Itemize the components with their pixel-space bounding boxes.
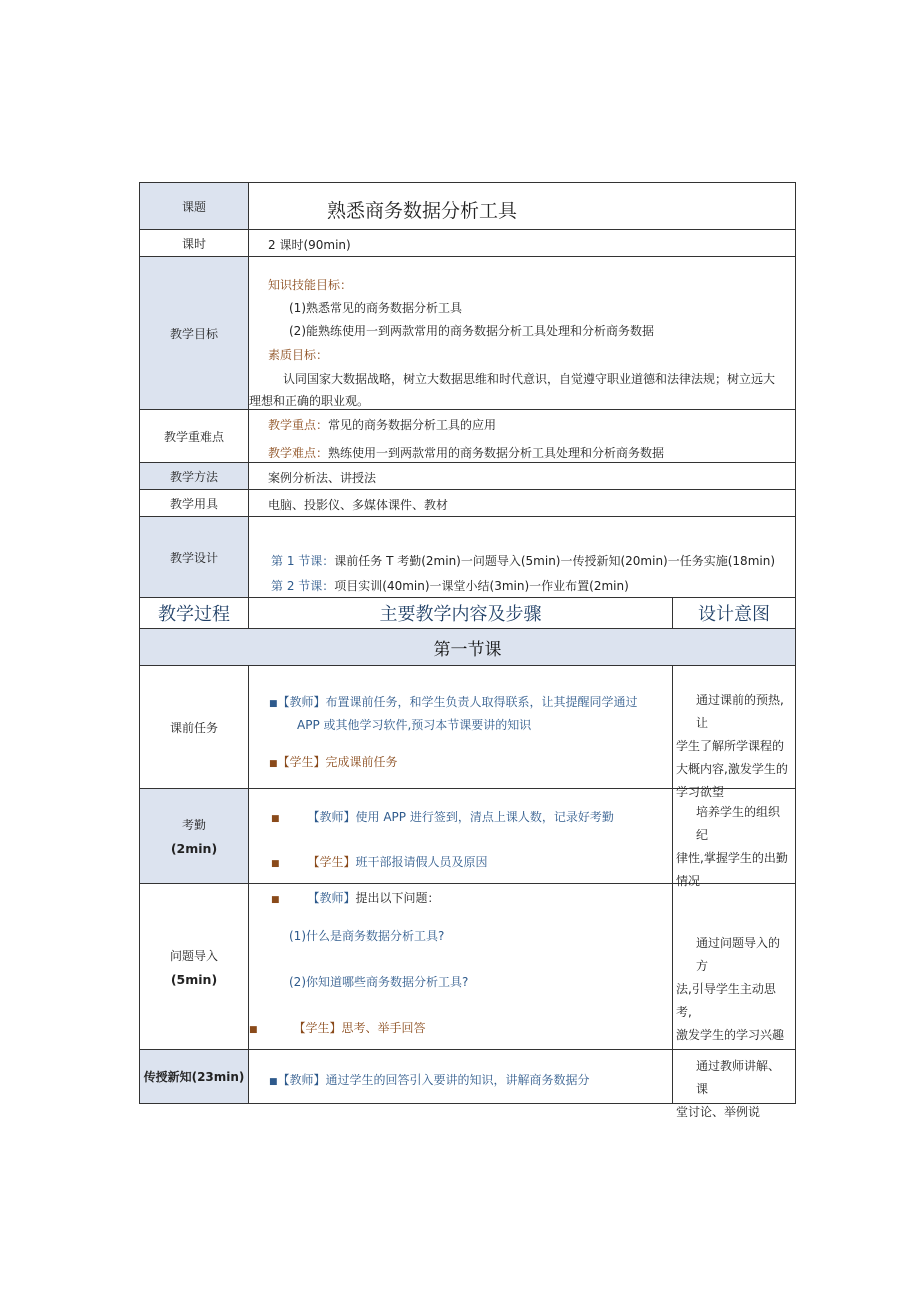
intro-teacher-text: 提出以下问题： <box>355 891 440 905</box>
pre-task-intent-line: 学生了解所学课程的 <box>676 739 785 753</box>
intro-question-2: (2)你知道哪些商务数据分析工具? <box>289 975 469 989</box>
student-tag: 【学生】 <box>307 855 356 869</box>
key-points-label: 教学重难点 <box>140 410 249 462</box>
bullet-icon: ■ <box>269 699 278 709</box>
bullet-icon: ■ <box>269 759 278 769</box>
objectives-row <box>140 257 795 410</box>
teacher-tag: 【教师】 <box>277 1073 326 1087</box>
intro-teacher-line <box>271 889 440 906</box>
teacher-tag: 【教师】 <box>307 810 356 824</box>
difficulty-line <box>268 444 664 461</box>
pre-task-intent <box>673 666 795 799</box>
pre-task-label: 课前任务 <box>140 666 249 788</box>
intro-intent <box>673 884 795 1049</box>
intro-time: (5min) <box>170 971 218 987</box>
pre-task-teacher-line1 <box>269 693 638 710</box>
new-knowledge-intent-line: 通过教师讲解、课 <box>696 1059 781 1096</box>
process-header-row <box>140 598 795 629</box>
pre-task-student-line <box>269 753 398 770</box>
focus-line <box>268 416 496 433</box>
design-session1 <box>271 552 775 569</box>
process-header-col2: 主要教学内容及步骤 <box>249 598 673 628</box>
new-knowledge-intent-line: 堂讨论、举例说 <box>676 1105 761 1119</box>
student-tag: 【学生】 <box>277 755 326 769</box>
new-knowledge-label <box>140 1050 249 1103</box>
pre-task-intent-line: 通过课前的预热,让 <box>696 693 784 730</box>
process-header-col3: 设计意图 <box>698 604 770 625</box>
topic-title: 熟悉商务数据分析工具 <box>327 200 518 222</box>
tools-value: 电脑、投影仪、多媒体课件、教材 <box>268 498 449 512</box>
knowledge-item-1: (1)熟悉常见的商务数据分析工具 <box>289 301 462 315</box>
new-knowledge-row <box>140 1050 795 1119</box>
intro-student-text: 思考、举手回答 <box>341 1021 426 1035</box>
attendance-student-line <box>271 853 488 870</box>
attendance-label: 考勤 <box>181 818 206 832</box>
knowledge-heading: 知识技能目标： <box>268 278 353 292</box>
new-knowledge-teacher-text: 通过学生的回答引入要讲的知识，讲解商务数据分 <box>325 1073 590 1087</box>
attendance-intent-line: 律性,掌握学生的出勤 <box>676 851 788 865</box>
student-tag: 【学生】 <box>293 1021 342 1035</box>
session2-text: 项目实训(40min)一课堂小结(3min)一作业布置(2min) <box>334 579 629 593</box>
bullet-icon: ■ <box>271 859 280 869</box>
attendance-intent <box>673 789 795 888</box>
intro-label: 问题导入 <box>169 948 218 963</box>
session1-label: 第 1 节课： <box>271 554 335 568</box>
key-points-row <box>140 410 795 463</box>
focus-text: 常见的商务数据分析工具的应用 <box>328 418 497 432</box>
pre-task-student-text: 完成课前任务 <box>325 755 398 769</box>
pre-task-teacher-text2: APP 或其他学习软件,预习本节课要讲的知识 <box>297 718 532 732</box>
attendance-teacher-text: 使用 APP 进行签到，清点上课人数，记录好考勤 <box>355 810 614 824</box>
quality-text-line1: 认同国家大数据战略，树立大数据思维和时代意识，自觉遵守职业道德和法律法规；树立远大 <box>283 372 776 386</box>
difficulty-text: 熟练使用一到两款常用的商务数据分析工具处理和分析商务数据 <box>328 446 665 460</box>
bullet-icon: ■ <box>249 1025 258 1035</box>
bullet-icon: ■ <box>271 895 280 905</box>
tools-row <box>140 490 795 517</box>
intro-question-1: (1)什么是商务数据分析工具? <box>289 929 445 943</box>
hours-label: 课时 <box>140 230 249 256</box>
bullet-icon: ■ <box>269 1077 278 1087</box>
attendance-intent-line: 情况 <box>676 874 701 888</box>
attendance-intent-line: 培养学生的组织纪 <box>696 805 781 842</box>
new-knowledge-label-text: 传授新知(23min) <box>143 1070 245 1084</box>
pre-task-intent-line: 学习欲望 <box>676 785 725 799</box>
design-session2 <box>271 577 629 594</box>
attendance-teacher-line <box>271 808 614 825</box>
process-header-col1: 教学过程 <box>140 598 249 628</box>
pre-task-row <box>140 666 795 799</box>
quality-heading: 素质目标： <box>268 348 329 362</box>
focus-label: 教学重点： <box>268 418 329 432</box>
difficulty-label: 教学难点： <box>268 446 329 460</box>
intro-student-line <box>249 1019 426 1036</box>
section1-title: 第一节课 <box>433 639 502 660</box>
intro-row <box>140 884 795 1050</box>
tools-label: 教学用具 <box>140 490 249 516</box>
hours-value: 2 课时(90min) <box>268 238 351 252</box>
knowledge-item-2: (2)能熟练使用一到两款常用的商务数据分析工具处理和分析商务数据 <box>289 324 655 338</box>
attendance-row <box>140 789 795 888</box>
session2-label: 第 2 节课： <box>271 579 335 593</box>
intro-label-cell <box>140 884 249 1049</box>
pre-task-intent-line: 大概内容,激发学生的 <box>676 762 788 776</box>
method-value: 案例分析法、讲授法 <box>268 471 377 485</box>
attendance-time: (2min) <box>170 841 218 856</box>
bullet-icon: ■ <box>271 814 280 824</box>
session1-text: 课前任务 T 考勤(2min)一问题导入(5min)一传授新知(20min)一任务实施(18min) <box>334 554 776 568</box>
attendance-label-cell <box>140 789 249 883</box>
teacher-tag: 【教师】 <box>277 695 326 709</box>
intro-intent-line: 通过问题导入的方 <box>696 936 781 973</box>
method-row <box>140 463 795 490</box>
intro-intent-line: 激发学生的学习兴趣 <box>676 1028 785 1042</box>
quality-text-line2: 理想和正确的职业观。 <box>249 394 370 408</box>
section1-row <box>140 629 795 666</box>
topic-row <box>140 183 795 230</box>
design-row <box>140 517 795 598</box>
attendance-student-text: 班干部报请假人员及原因 <box>355 855 488 869</box>
method-label: 教学方法 <box>140 463 249 489</box>
teacher-tag: 【教师】 <box>307 891 356 905</box>
intro-intent-line: 法,引导学生主动思考, <box>676 982 776 1019</box>
topic-label: 课题 <box>140 183 249 229</box>
design-label: 教学设计 <box>140 517 249 597</box>
objectives-label: 教学目标 <box>140 257 249 409</box>
pre-task-teacher-text1: 布置课前任务，和学生负责人取得联系，让其提醒同学通过 <box>325 695 638 709</box>
hours-row <box>140 230 795 257</box>
lesson-plan-table <box>139 182 796 1119</box>
new-knowledge-intent <box>673 1050 795 1119</box>
new-knowledge-teacher-line <box>269 1071 590 1088</box>
